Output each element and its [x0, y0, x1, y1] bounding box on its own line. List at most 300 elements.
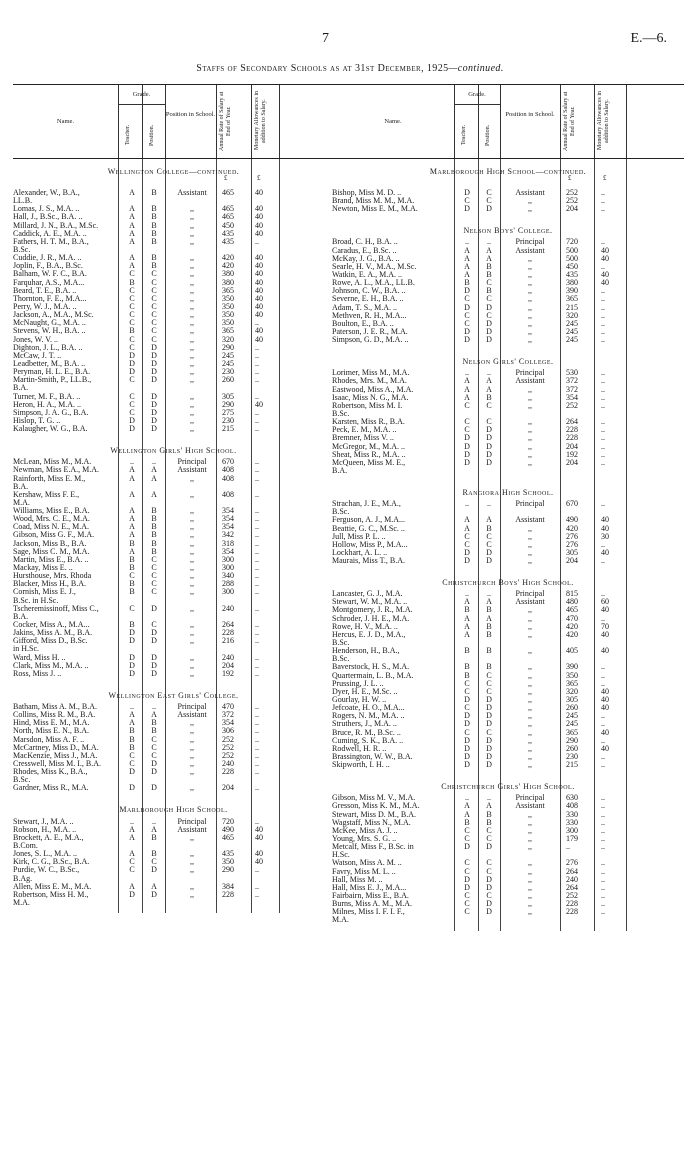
- school-position: ,,: [528, 425, 532, 435]
- position-grade: C: [151, 857, 157, 867]
- school-position: ,,: [528, 735, 532, 745]
- annual-salary: 252: [222, 742, 234, 752]
- staff-name: Strachan, J. E., M.A.,: [332, 500, 401, 509]
- staff-row: [13, 475, 334, 483]
- staff-row: [13, 736, 334, 744]
- school-position: ,,: [190, 269, 194, 279]
- teacher-grade: D: [464, 449, 470, 459]
- teacher-grade: C: [129, 857, 135, 867]
- staff-row: [332, 255, 684, 263]
- staff-row: [13, 834, 334, 842]
- staff-row: [13, 384, 334, 392]
- annual-salary: 390: [566, 662, 578, 672]
- section-heading: [13, 799, 334, 818]
- position-grade: C: [151, 277, 157, 287]
- monetary-allowance: ..: [255, 546, 259, 556]
- teacher-grade: ..: [465, 589, 469, 599]
- annual-salary: 365: [222, 285, 234, 295]
- annual-salary: 276: [566, 539, 578, 549]
- position-grade: B: [151, 538, 157, 548]
- table-header: [332, 84, 684, 159]
- annual-salary: 350: [222, 318, 234, 328]
- staff-name: Lomas, J. S., M.A. ..: [13, 205, 80, 214]
- school-position: ,,: [190, 652, 194, 662]
- school-position: ,,: [528, 834, 532, 843]
- staff-row: [332, 459, 684, 467]
- monetary-allowance: ..: [601, 678, 605, 688]
- staff-name: B.A.: [13, 612, 29, 621]
- staff-row: [332, 811, 684, 819]
- teacher-grade: A: [464, 597, 470, 607]
- annual-salary: 240: [222, 652, 234, 662]
- header-salary: Annual Rate of Salary at End of Year.: [219, 91, 232, 151]
- staff-row: [13, 483, 334, 491]
- position-grade: A: [151, 881, 157, 891]
- staff-row: [332, 304, 684, 312]
- teacher-grade: D: [129, 767, 135, 777]
- annual-salary: 420: [222, 253, 234, 263]
- monetary-allowance: ..: [255, 660, 259, 670]
- annual-salary: 305: [222, 391, 234, 401]
- staff-name: Hall, Miss E. J., M.A...: [332, 883, 407, 892]
- staff-row: [13, 303, 334, 311]
- annual-salary: 354: [222, 514, 234, 524]
- section-heading: [332, 571, 684, 590]
- position-grade: C: [151, 293, 157, 303]
- monetary-allowance: 40: [255, 204, 263, 214]
- teacher-grade: C: [464, 678, 470, 688]
- school-position: ,,: [528, 302, 532, 312]
- monetary-allowance: 40: [601, 695, 609, 705]
- teacher-grade: A: [464, 809, 470, 819]
- monetary-allowance: ..: [255, 889, 259, 899]
- staff-name: Lorimer, Miss M., M.A.: [332, 369, 410, 378]
- staff-name: Bishop, Miss M. D. ..: [332, 189, 402, 197]
- staff-name: M.A.: [332, 916, 349, 925]
- school-position: ,,: [528, 400, 532, 410]
- position-grade: ..: [152, 702, 156, 712]
- school-position: ,,: [528, 695, 532, 705]
- monetary-allowance: ..: [601, 834, 605, 843]
- staff-row: [13, 368, 334, 376]
- teacher-grade: A: [129, 253, 135, 263]
- position-grade: C: [486, 294, 492, 304]
- annual-salary: 372: [222, 710, 234, 720]
- annual-salary: 290: [222, 865, 234, 875]
- staff-row: [13, 262, 334, 270]
- teacher-grade: C: [464, 318, 470, 328]
- teacher-grade: B: [129, 538, 135, 548]
- teacher-grade: C: [464, 907, 470, 917]
- school-position: ,,: [528, 727, 532, 737]
- position-grade: D: [486, 907, 492, 917]
- teacher-grade: D: [129, 424, 135, 434]
- monetary-allowance: 40: [255, 212, 263, 222]
- school-position: ,,: [190, 375, 194, 385]
- school-position: Principal: [515, 499, 545, 509]
- monetary-allowance: ..: [255, 579, 259, 589]
- section-heading: [332, 775, 684, 794]
- teacher-grade: D: [464, 457, 470, 467]
- monetary-allowance: ..: [601, 326, 605, 336]
- teacher-grade: C: [129, 571, 135, 581]
- position-grade: C: [486, 686, 492, 696]
- annual-salary: 354: [222, 506, 234, 516]
- staff-row: [332, 541, 684, 549]
- monetary-allowance: ..: [601, 196, 605, 206]
- annual-salary: 300: [566, 825, 578, 835]
- monetary-allowance: ..: [255, 342, 259, 352]
- monetary-allowance: ..: [255, 734, 259, 744]
- teacher-grade: B: [129, 326, 135, 336]
- position-grade: B: [151, 261, 157, 271]
- annual-salary: 318: [222, 538, 234, 548]
- school-position: ,,: [528, 384, 532, 394]
- teacher-grade: ..: [130, 457, 134, 467]
- staff-row: [13, 213, 334, 221]
- annual-salary: 264: [222, 620, 234, 630]
- annual-salary: 264: [566, 866, 578, 876]
- school-position: ,,: [190, 415, 194, 425]
- monetary-allowance: 40: [255, 824, 263, 834]
- header-teacher: Teacher.: [461, 124, 467, 146]
- staff-name: Quartermain, L. B., M.A.: [332, 671, 414, 680]
- position-grade: B: [151, 530, 157, 540]
- staff-row: [13, 409, 334, 417]
- position-grade: C: [486, 278, 492, 288]
- monetary-allowance: ..: [601, 539, 605, 549]
- header-teacher: Teacher.: [125, 124, 131, 146]
- school-position: ,,: [190, 750, 194, 760]
- right-table: [332, 84, 684, 931]
- staff-row: [13, 287, 334, 295]
- teacher-grade: D: [464, 441, 470, 451]
- staff-row: [332, 794, 684, 802]
- position-grade: C: [151, 587, 157, 597]
- staff-name: Ross, Miss J. ..: [13, 669, 62, 678]
- staff-row: [332, 753, 684, 761]
- school-position: ,,: [190, 204, 194, 214]
- monetary-allowance: ..: [255, 652, 259, 662]
- position-grade: C: [151, 563, 157, 573]
- teacher-grade: C: [464, 310, 470, 320]
- teacher-grade: A: [129, 489, 135, 499]
- school-position: ,,: [190, 865, 194, 875]
- staff-row: [13, 654, 334, 662]
- annual-salary: 480: [566, 597, 578, 607]
- staff-name: B.Sc.: [332, 508, 350, 517]
- annual-salary: 420: [222, 261, 234, 271]
- teacher-grade: C: [129, 342, 135, 352]
- staff-name: Brand, Miss M. M., M.A.: [332, 197, 415, 206]
- staff-name: Newton, Miss E. M., M.A.: [332, 205, 418, 214]
- annual-salary: 354: [222, 522, 234, 532]
- school-position: ,,: [190, 399, 194, 409]
- position-grade: C: [486, 825, 492, 835]
- position-grade: D: [486, 703, 492, 713]
- staff-name: Perry, W. J., M.A. ..: [13, 302, 77, 311]
- annual-salary: 500: [566, 245, 578, 255]
- annual-salary: 245: [566, 318, 578, 328]
- staff-name: Martin, Miss E., B.A. ..: [13, 555, 89, 564]
- position-grade: D: [151, 424, 157, 434]
- teacher-grade: A: [129, 522, 135, 532]
- monetary-allowance: 40: [601, 278, 609, 288]
- page-title-continued: —continued.: [448, 63, 504, 74]
- staff-row: [13, 629, 334, 637]
- position-grade: D: [151, 652, 157, 662]
- school-position: ,,: [528, 719, 532, 729]
- staff-row: [13, 760, 334, 768]
- annual-salary: 252: [222, 734, 234, 744]
- staff-row: [13, 613, 334, 621]
- annual-salary: 264: [566, 417, 578, 427]
- staff-row: [332, 386, 684, 394]
- staff-row: [13, 875, 334, 883]
- annual-salary: 204: [566, 441, 578, 451]
- staff-name: McKee, Miss A. J. ..: [332, 826, 398, 835]
- annual-salary: 215: [222, 424, 234, 434]
- staff-name: Robertson, Miss M. I.: [332, 401, 403, 410]
- header-position-in-school: Position in School.: [505, 111, 555, 118]
- page-number: 7: [322, 31, 329, 46]
- annual-salary: 252: [566, 196, 578, 206]
- teacher-grade: D: [464, 752, 470, 762]
- annual-salary: 252: [566, 400, 578, 410]
- position-grade: C: [151, 734, 157, 744]
- staff-row: [332, 279, 684, 287]
- monetary-allowance: ..: [255, 783, 259, 793]
- teacher-grade: D: [464, 695, 470, 705]
- staff-row: [13, 246, 334, 254]
- staff-row: [332, 639, 684, 647]
- teacher-grade: C: [464, 825, 470, 835]
- position-grade: D: [151, 603, 157, 613]
- staff-name: Gibson, Miss G. F., M.A.: [13, 531, 95, 540]
- position-grade: B: [151, 228, 157, 238]
- annual-salary: 306: [222, 726, 234, 736]
- monetary-allowance: ..: [601, 882, 605, 892]
- annual-salary: 330: [566, 817, 578, 827]
- monetary-allowance: ..: [601, 735, 605, 745]
- staff-name: Jefcoate, H. O., M.A...: [332, 704, 405, 713]
- monetary-allowance: ..: [255, 522, 259, 532]
- annual-salary: 260: [222, 375, 234, 385]
- staff-row: [332, 238, 684, 246]
- monetary-allowance: ..: [255, 530, 259, 540]
- staff-name: Rowe, H. V., M.A. ..: [332, 622, 398, 631]
- annual-salary: 720: [222, 816, 234, 826]
- position-grade: B: [151, 236, 157, 246]
- monetary-allowance: 40: [255, 220, 263, 230]
- school-position: ,,: [190, 473, 194, 483]
- staff-row: [13, 727, 334, 735]
- staff-row: [332, 696, 684, 704]
- monetary-allowance: ..: [601, 670, 605, 680]
- position-grade: D: [486, 711, 492, 721]
- school-position: ,,: [528, 547, 532, 557]
- position-grade: D: [486, 449, 492, 459]
- teacher-grade: ..: [465, 499, 469, 509]
- position-grade: C: [151, 334, 157, 344]
- school-position: ,,: [528, 556, 532, 566]
- staff-name: McLean, Miss M., M.A.: [13, 458, 92, 467]
- monetary-allowance: ..: [601, 499, 605, 509]
- staff-name: Boulton, E., B.A. ..: [332, 319, 394, 328]
- position-grade: D: [151, 767, 157, 777]
- teacher-grade: D: [464, 204, 470, 214]
- staff-row: [332, 631, 684, 639]
- staff-name: Ward, Miss H. ..: [13, 653, 66, 662]
- monetary-allowance: 40: [601, 605, 609, 615]
- monetary-allowance: 40: [601, 269, 609, 279]
- teacher-grade: C: [129, 750, 135, 760]
- school-position: ,,: [190, 587, 194, 597]
- staff-row: [13, 580, 334, 588]
- monetary-allowance: 40: [601, 245, 609, 255]
- position-grade: D: [486, 743, 492, 753]
- annual-salary: 240: [222, 603, 234, 613]
- school-position: ,,: [190, 628, 194, 638]
- staff-name: Young, Mrs. S. G. ..: [332, 835, 397, 843]
- position-grade: D: [486, 318, 492, 328]
- teacher-grade: A: [464, 621, 470, 631]
- unit-salary: £: [224, 174, 228, 182]
- school-position: ,,: [190, 668, 194, 678]
- school-position: ,,: [528, 613, 532, 623]
- teacher-grade: ..: [130, 816, 134, 826]
- annual-salary: 215: [566, 302, 578, 312]
- annual-salary: 408: [566, 801, 578, 811]
- staff-row: [332, 525, 684, 533]
- school-position: Principal: [515, 589, 545, 599]
- staff-name: Burns, Miss A. M., M.A.: [332, 900, 413, 909]
- position-grade: C: [486, 834, 492, 843]
- staff-name: B.A.: [332, 466, 348, 475]
- school-position: ,,: [190, 660, 194, 670]
- monetary-allowance: 30: [601, 531, 609, 541]
- staff-name: Jackson, Miss B., B.A.: [13, 539, 87, 548]
- position-grade: D: [486, 457, 492, 467]
- staff-row: [332, 729, 684, 737]
- staff-row: [332, 737, 684, 745]
- staff-row: [332, 835, 684, 843]
- school-position: ,,: [528, 417, 532, 427]
- staff-row: [332, 892, 684, 900]
- school-position: ,,: [190, 228, 194, 238]
- monetary-allowance: ..: [255, 603, 259, 613]
- teacher-grade: D: [129, 415, 135, 425]
- annual-salary: 216: [222, 636, 234, 646]
- school-position: ,,: [190, 734, 194, 744]
- annual-salary: 408: [222, 489, 234, 499]
- school-position: ,,: [528, 907, 532, 917]
- staff-row: [13, 189, 334, 197]
- monetary-allowance: ..: [255, 473, 259, 483]
- monetary-allowance: ..: [601, 809, 605, 819]
- staff-row: [13, 621, 334, 629]
- staff-name: Henderson, H., B.A.,: [332, 647, 400, 656]
- school-position: ,,: [190, 212, 194, 222]
- monetary-allowance: 40: [255, 399, 263, 409]
- annual-salary: 204: [222, 783, 234, 793]
- school-position: ,,: [528, 523, 532, 533]
- school-position: ,,: [528, 882, 532, 892]
- teacher-grade: D: [464, 711, 470, 721]
- staff-row: [13, 393, 334, 401]
- monetary-allowance: ..: [601, 302, 605, 312]
- teacher-grade: A: [129, 849, 135, 859]
- staff-name: Leadbetter, M., B.A. ..: [13, 359, 86, 368]
- monetary-allowance: ..: [255, 767, 259, 777]
- staff-row: [332, 884, 684, 892]
- annual-salary: 435: [566, 269, 578, 279]
- section-title: Christchurch Girls' High School.: [441, 782, 575, 792]
- monetary-allowance: 40: [601, 523, 609, 533]
- header-position-in-school: Position in School.: [165, 111, 216, 118]
- staff-name: Purdie, W. C., B.Sc.,: [13, 866, 80, 875]
- teacher-grade: C: [464, 890, 470, 900]
- monetary-allowance: 60: [601, 597, 609, 607]
- monetary-allowance: ..: [601, 376, 605, 386]
- teacher-grade: A: [464, 613, 470, 623]
- position-grade: C: [151, 301, 157, 311]
- annual-salary: 372: [566, 376, 578, 386]
- school-position: ,,: [528, 899, 532, 909]
- staff-name: Skipworth, I. H. ..: [332, 761, 390, 770]
- staff-name: McNaught, G., M.A. ..: [13, 319, 86, 328]
- staff-row: [13, 352, 334, 360]
- school-position: ,,: [528, 531, 532, 541]
- teacher-grade: C: [129, 407, 135, 417]
- page-reference: E.—6.: [630, 31, 667, 46]
- position-grade: C: [151, 571, 157, 581]
- school-position: Principal: [177, 702, 207, 712]
- position-grade: A: [151, 489, 157, 499]
- monetary-allowance: ..: [255, 628, 259, 638]
- annual-salary: 500: [566, 253, 578, 263]
- teacher-grade: D: [464, 326, 470, 336]
- staff-name: Cornish, Miss E. J.,: [13, 588, 76, 597]
- position-grade: B: [151, 718, 157, 728]
- school-position: Assistant: [515, 597, 545, 607]
- annual-salary: 342: [222, 530, 234, 540]
- school-position: Assistant: [177, 188, 207, 197]
- monetary-allowance: ..: [255, 620, 259, 630]
- staff-name: B.Com.: [13, 841, 38, 850]
- school-position: ,,: [528, 449, 532, 459]
- teacher-grade: A: [129, 228, 135, 238]
- staff-name: McCartney, Miss D., M.A.: [13, 743, 99, 752]
- annual-salary: 390: [566, 286, 578, 296]
- annual-salary: 384: [222, 881, 234, 891]
- staff-name: McKay, J. G., B.A. ..: [332, 254, 400, 263]
- staff-row: [13, 507, 334, 515]
- teacher-grade: ..: [465, 237, 469, 247]
- teacher-grade: A: [129, 506, 135, 516]
- staff-name: Rowe, A. L., M.A., LL.B.: [332, 279, 415, 288]
- monetary-allowance: ..: [255, 424, 259, 434]
- teacher-grade: A: [129, 465, 135, 475]
- staff-name: Watson, Miss A. M. ..: [332, 859, 402, 868]
- teacher-grade: D: [464, 302, 470, 312]
- staff-row: [332, 516, 684, 524]
- monetary-allowance: 40: [601, 686, 609, 696]
- teacher-grade: C: [464, 834, 470, 843]
- staff-row: [13, 776, 334, 784]
- teacher-grade: A: [129, 236, 135, 246]
- staff-name: Hursthouse, Mrs. Rhoda: [13, 572, 92, 581]
